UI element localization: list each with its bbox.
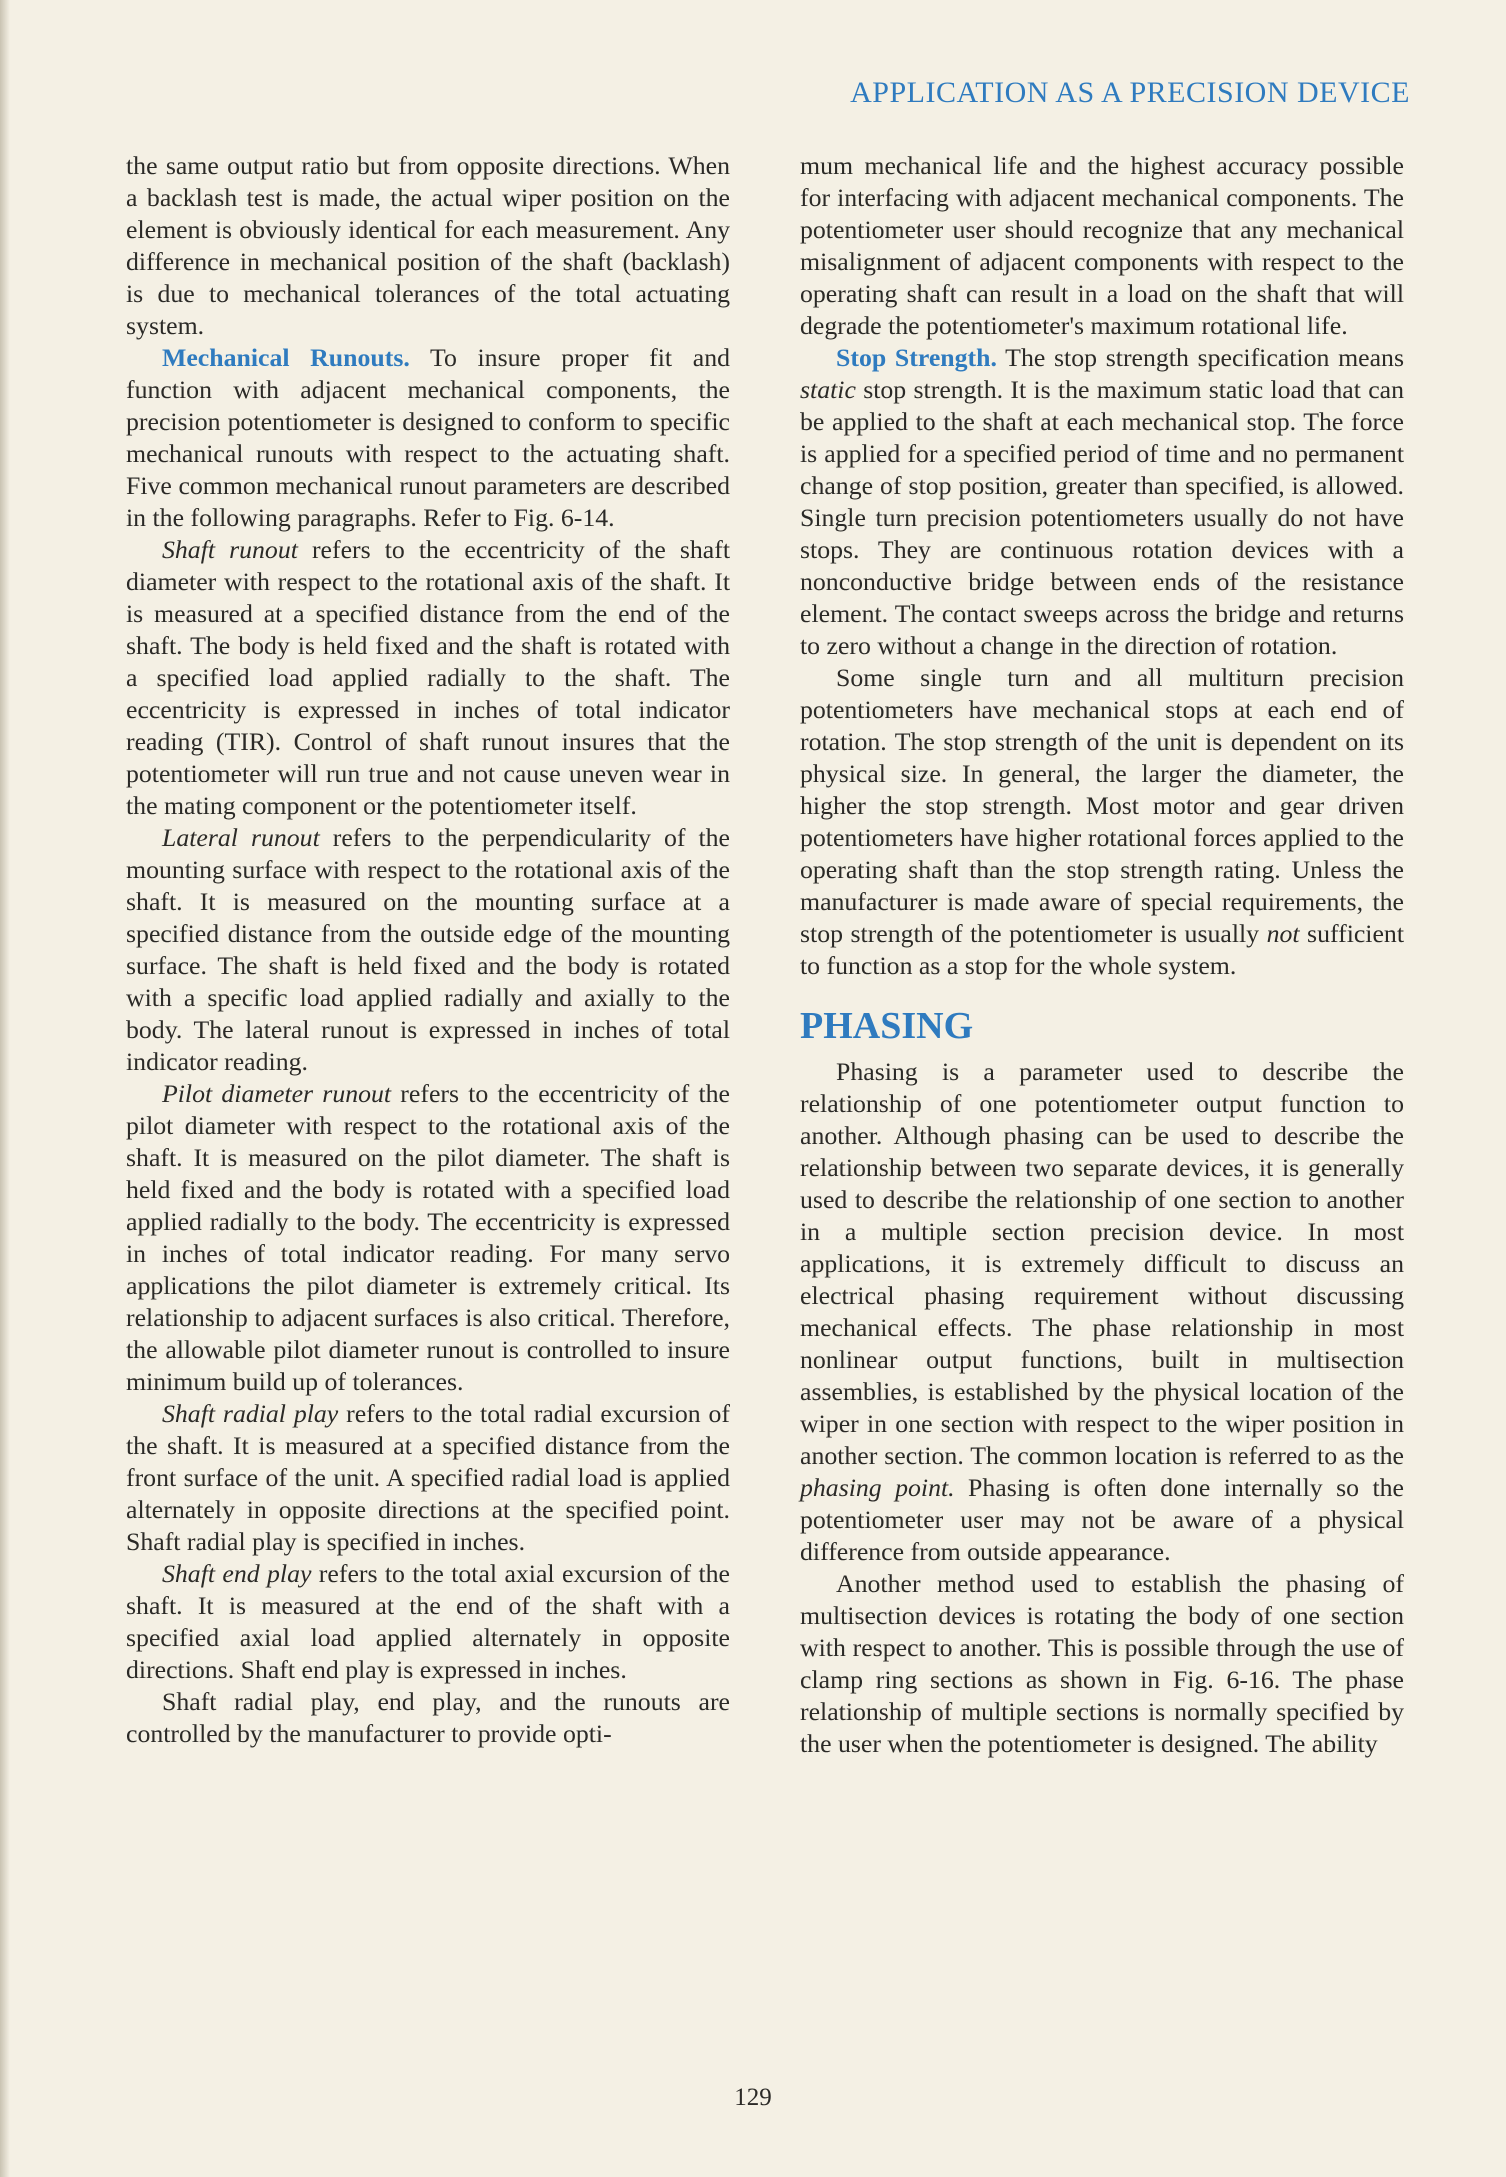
paragraph: the same output ratio but from opposite directions. When a backlash test is made, the actual wiper position on the element is obviously identical for each measurement. Any difference in mechanical position of the shaft (backlash) is due to mechanical tolerances of the total actuating system. (126, 151, 730, 340)
paragraph: Mechanical Runouts. To insure proper fit and function with adjacent mechanical components, the precision potentiometer is designed to conform to specific mechanical runouts with respect to the actuating shaft. Five common mechanical runout parameters are described in the following paragraphs. Refer to Fig. 6-14. (126, 343, 730, 532)
run-in-heading: Mechanical Runouts. (162, 343, 410, 372)
paragraph: Some single turn and all multiturn precision potentiometers have mechanical stops at each end of rotation. The stop strength of the unit is dependent on its physical size. In general, the larger the diameter, the higher the stop strength. Most motor and gear driven potentiometers have higher rotational forces applied to the operating shaft than the stop strength rating. Unless the manufacturer is made aware of special requirements, the stop strength of the potentiometer is usually not sufficient to function as a stop for the whole system. (800, 663, 1404, 980)
paragraph: Shaft end play refers to the total axial excursion of the shaft. It is measured at the end of the shaft with a specified axial load applied alternately in opposite directions. Shaft end play is expressed in inches. (126, 1559, 730, 1684)
right-column (800, 150, 1404, 1760)
paragraph: Shaft runout refers to the eccentricity of the shaft diameter with respect to the rotational axis of the shaft. It is measured at a specified distance from the end of the shaft. The body is held fixed and the shaft is rotated with a specified load applied radially to the shaft. The eccentricity is expressed in inches of total indicator reading (TIR). Control of shaft runout insures that the potentiometer will run true and not cause uneven wear in the mating component or the potentiometer itself. (126, 535, 730, 820)
paragraph: Lateral runout refers to the perpendicularity of the mounting surface with respect to the rotational axis of the shaft. It is measured on the mounting surface at a specified distance from the outside edge of the mounting surface. The shaft is held fixed and the body is rotated with a specific load applied radially and axially to the body. The lateral runout is expressed in inches of total indicator reading. (126, 823, 730, 1076)
paragraph: Phasing is a parameter used to describe the relationship of one potentiometer output function to another. Although phasing can be used to describe the relationship between two separate devices, it is generally used to describe the relationship of one section to another in a multiple section precision device. In most applications, it is extremely difficult to discuss an electrical phasing requirement without discussing mechanical effects. The phase relationship in most nonlinear output functions, built in multisection assemblies, is established by the physical location of the wiper in one section with respect to the wiper position in another section. The common location is referred to as the phasing point. Phasing is often done internally so the potentiometer user may not be aware of a physical difference from outside appearance. (800, 1057, 1404, 1566)
term: Pilot diameter runout (162, 1079, 392, 1108)
section-title: PHASING (800, 1005, 974, 1047)
paragraph: mum mechanical life and the highest accuracy possible for interfacing with adjacent mechanical components. The potentiometer user should recognize that any mechanical misalignment of adjacent components with respect to the operating shaft can result in a load on the shaft that will degrade the potentiometer's maximum rotational life. (800, 151, 1404, 340)
term: Shaft radial play (162, 1399, 339, 1428)
paragraph: Shaft radial play, end play, and the runouts are controlled by the manufacturer to provide opti- (126, 1687, 730, 1748)
paragraph: Pilot diameter runout refers to the eccentricity of the pilot diameter with respect to the rotational axis of the shaft. It is measured on the pilot diameter. The shaft is held fixed and the body is rotated with a specified load applied radially to the body. The eccentricity is expressed in inches of total indicator reading. For many servo applications the pilot diameter is extremely critical. Its relationship to adjacent surfaces is also critical. Therefore, the allowable pilot diameter runout is controlled to insure minimum build up of tolerances. (126, 1079, 730, 1396)
term: Shaft end play (162, 1559, 312, 1588)
paragraph: Shaft radial play refers to the total radial excursion of the shaft. It is measured at a specified distance from the front surface of the unit. A specified radial load is applied alternately in opposite directions at the specified point. Shaft radial play is specified in inches. (126, 1399, 730, 1556)
term: Shaft runout (162, 535, 298, 564)
page-binding-edge (0, 0, 10, 2177)
term: Lateral runout (162, 823, 320, 852)
paragraph: Stop Strength. The stop strength specification means static stop strength. It is the maximum static load that can be applied to the shaft at each mechanical stop. The force is applied for a specified period of time and no permanent change of stop position, greater than specified, is allowed. Single turn precision potentiometers usually do not have stops. They are continuous rotation devices with a nonconductive bridge between ends of the resistance element. The contact sweeps across the bridge and returns to zero without a change in the direction of rotation. (800, 343, 1404, 660)
run-in-heading: Stop Strength. (836, 343, 997, 372)
page-number: 129 (734, 2084, 772, 2111)
paragraph: Another method used to establish the phasing of multisection devices is rotating the body of one section with respect to another. This is possible through the use of clamp ring sections as shown in Fig. 6-16. The phase relationship of multiple sections is normally specified by the user when the potentiometer is designed. The ability (800, 1569, 1404, 1758)
running-header: APPLICATION AS A PRECISION DEVICE (850, 76, 1410, 109)
left-column (126, 150, 730, 1750)
